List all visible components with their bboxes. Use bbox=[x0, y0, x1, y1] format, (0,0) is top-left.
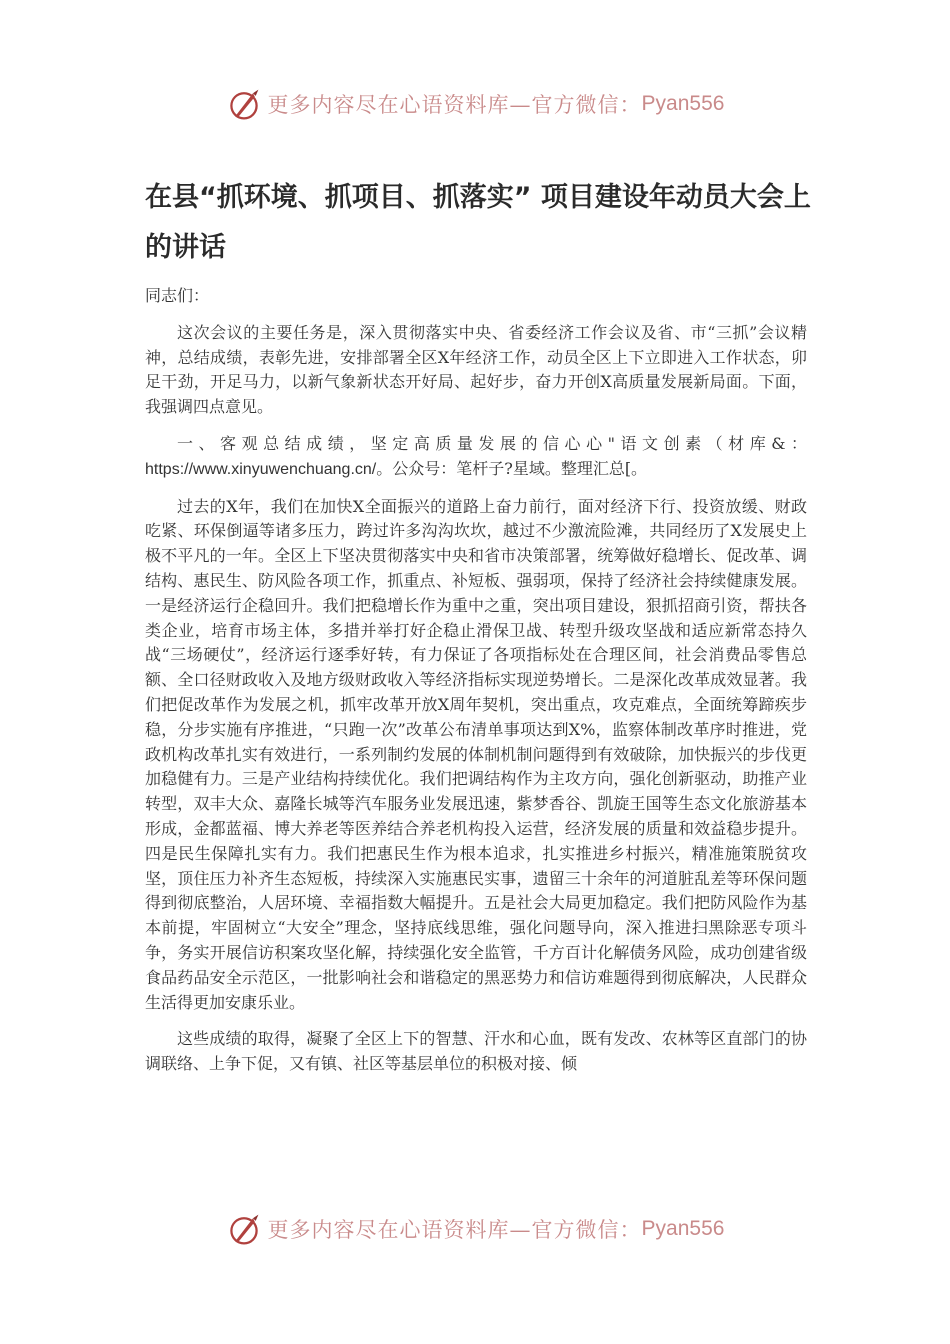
banner-text: 更多内容尽在心语资料库—官方微信： bbox=[267, 1218, 642, 1242]
document-title: 在县“抓环境、抓项目、抓落实” 项目建设年动员大会上的讲话 bbox=[145, 182, 811, 263]
banner-text: 更多内容尽在心语资料库—官方微信： bbox=[267, 93, 642, 117]
quill-logo-icon bbox=[226, 1211, 262, 1247]
section-heading-1 bbox=[145, 432, 807, 483]
header-banner bbox=[0, 84, 950, 124]
salutation: 同志们： bbox=[145, 286, 210, 305]
banner-wechat-id: Pyan556 bbox=[641, 92, 725, 115]
section-heading-1-text: 一、客观总结成绩，坚定高质量发展的信心心"语文创素（材库&： bbox=[177, 433, 807, 453]
intro-paragraph: 这次会议的主要任务是，深入贯彻落实中央、省委经济工作会议及省、市“三抓”会议精神，总结成绩，表彰先进，安排部署全区X年经济工作，动员全区上下立即进入工作状态，卯足干劲，开足马力，以新气象新状态开好局、起好步，奋力开创X高质量发展新局面。下面，我强调四点意见。 bbox=[145, 322, 807, 417]
document-body bbox=[145, 284, 807, 1077]
section-heading-1-tail: 。公众号：笔杆子?星域。整理汇总[。 bbox=[376, 458, 648, 478]
achievements-paragraph: 过去的X年，我们在加快X全面振兴的道路上奋力前行，面对经济下行、投资放缓、财政吃紧、环保倒逼等诸多压力，跨过许多沟沟坎坎，越过不少激流险滩，共同经历了X发展史上极不平凡的一年。全区上下坚决贯彻落实中央和省市决策部署，统筹做好稳增长、促改革、调结构、惠民生、防风险各项工作，抓重点、补短板、强弱项，保持了经济社会持续健康发展。一是经济运行企稳回升。我们把稳增长作为重中之重，突出项目建设，狠抓招商引资，帮扶各类企业，培育市场主体，多措并举打好企稳止滑保卫战、转型升级攻坚战和适应新常态持久战“三场硬仗”，经济运行逐季好转，有力保证了各项指标处在合理区间，社会消费品零售总额、全口径财政收入及地方级财政收入等经济指标实现逆势增长。二是深化改革成效显著。我们把促改革作为发展之机，抓牢改革开放X周年契机，突出重点，攻克难点，全面统筹蹄疾步稳，分步实施有序推进，“只跑一次”改革公布清单事项达到X%，监察体制改革序时推进，党政机构改革扎实有效进行，一系列制约发展的体制机制问题得到有效破除，加快振兴的步伐更加稳健有力。三是产业结构持续优化。我们把调结构作为主攻方向，强化创新驱动，助推产业转型，双丰大众、嘉隆长城等汽车服务业发展迅速，紫梦香谷、凯旋王国等生态文化旅游基本形成，金都蓝福、博大养老等医养结合养老机构投入运营，经济发展的质量和效益稳步提升。四是民生保障扎实有力。我们把惠民生作为根本追求，扎实推进乡村振兴，精准施策脱贫攻坚，顶住压力补齐生态短板，持续深入实施惠民实事，遗留三十余年的河道脏乱差等环保问题得到彻底整治，人居环境、幸福指数大幅提升。五是社会大局更加稳定。我们把防风险作为基本前提，牢固树立“大安全”理念，坚持底线思维，强化问题导向，深入推进扫黑除恶专项斗争，务实开展信访积案攻坚化解，持续强化安全监管，千方百计化解债务风险，成功创建省级食品药品安全示范区，一批影响社会和谐稳定的黑恶势力和信访难题得到彻底解决，人民群众生活得更加安康乐业。 bbox=[145, 496, 807, 1012]
thanks-paragraph: 这些成绩的取得，凝聚了全区上下的智慧、汗水和心血，既有发改、农林等区直部门的协调联络、上争下促，又有镇、社区等基层单位的积极对接、倾 bbox=[145, 1029, 807, 1074]
footer-banner bbox=[0, 1209, 950, 1249]
source-url: https://www.xinyuwenchuang.cn/ bbox=[145, 460, 377, 478]
banner-wechat-id: Pyan556 bbox=[641, 1217, 725, 1240]
quill-logo-icon bbox=[226, 86, 262, 122]
